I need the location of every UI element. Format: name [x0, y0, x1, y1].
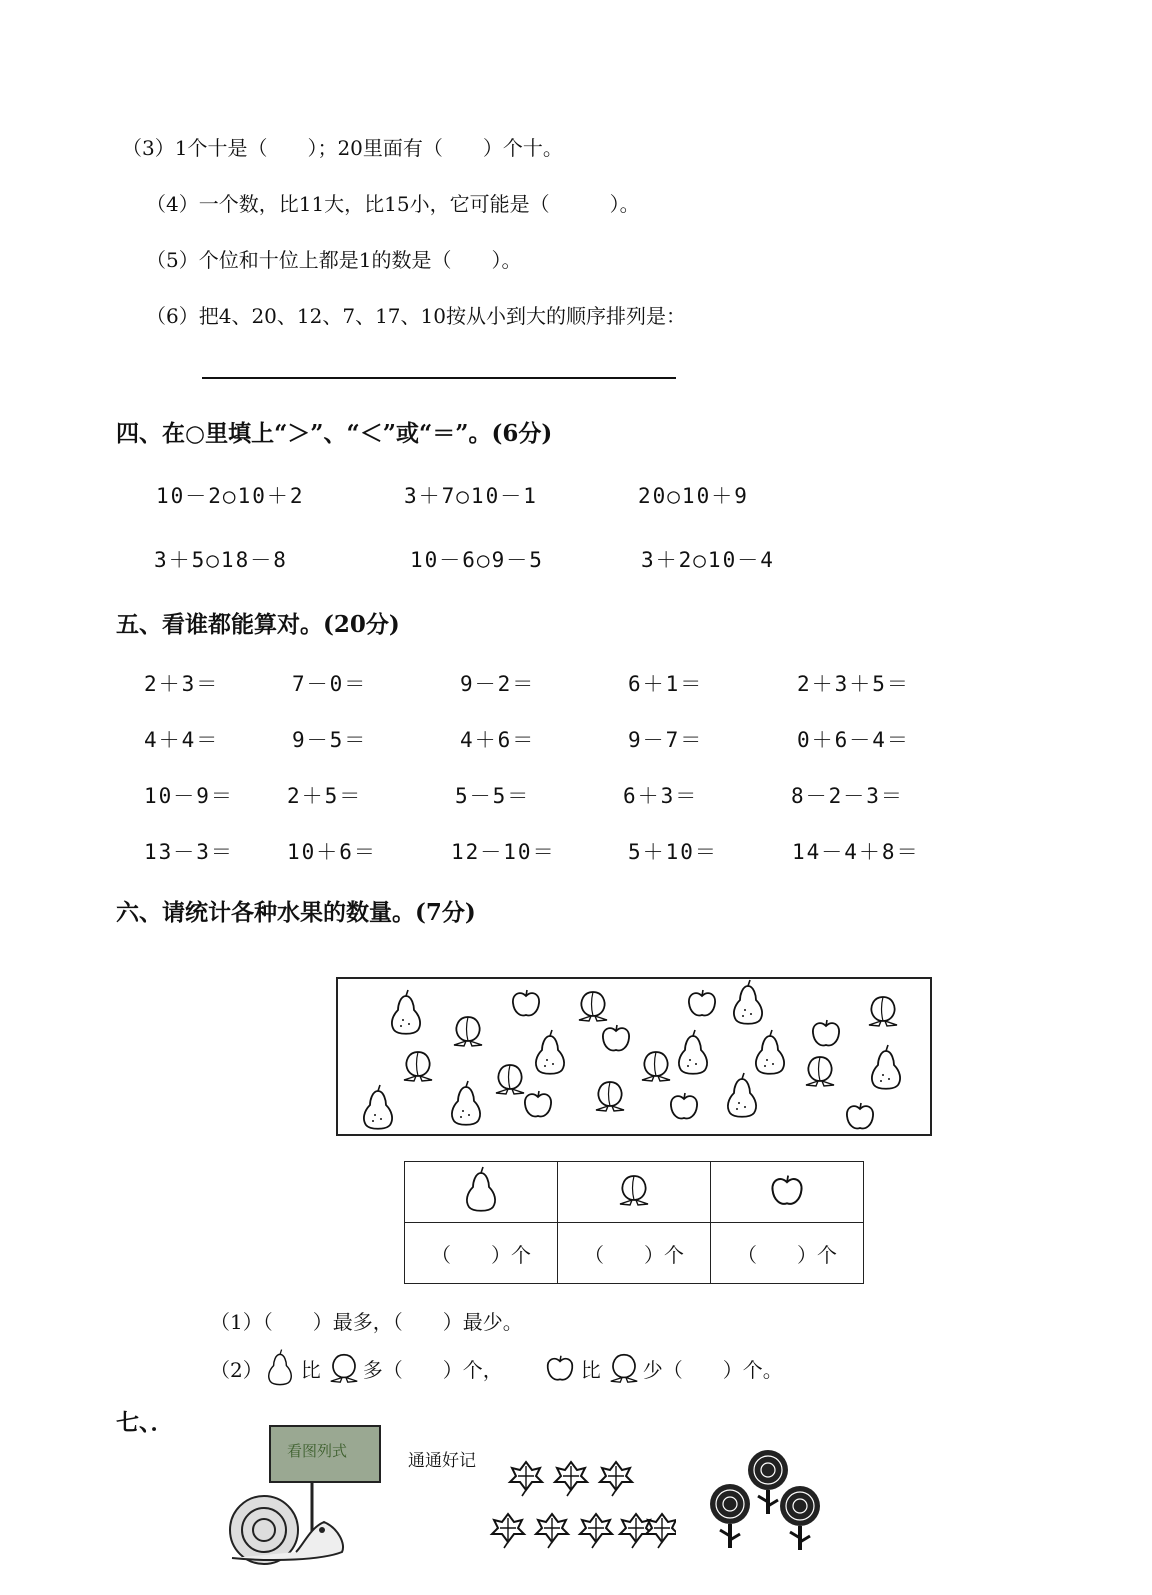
- calc-item: 7－0＝: [292, 672, 368, 696]
- section-4-heading: 四、在○里填上“＞”、“＜”或“＝”。(6分): [116, 420, 553, 447]
- calc-item: 2＋3＝: [144, 672, 220, 696]
- pear-icon: [392, 990, 420, 1034]
- leaf-icon: [580, 1514, 612, 1548]
- apple-icon: [603, 1025, 629, 1050]
- leaf-icon: [492, 1514, 524, 1548]
- peach-icon: [454, 1017, 482, 1046]
- calc-item: 13－3＝: [144, 840, 234, 864]
- pear-icon: [728, 1073, 756, 1117]
- flower-icon: [780, 1486, 820, 1550]
- q2-less-text: 少（ ）个。: [642, 1357, 783, 1382]
- apple-icon: [847, 1103, 873, 1128]
- fruit-scatter: [338, 979, 930, 1134]
- calc-item: 6＋3＝: [623, 784, 699, 808]
- compare-item: 3＋7○10－1: [404, 484, 538, 508]
- peach-icon: [614, 1170, 654, 1210]
- apple-icon: [671, 1093, 697, 1118]
- calc-item: 6＋1＝: [628, 672, 704, 696]
- calc-item: 12－10＝: [451, 840, 556, 864]
- peach-icon: [642, 1052, 670, 1081]
- pear-icon: [756, 1030, 784, 1074]
- tally-header-apple: [711, 1162, 864, 1223]
- pear-icon: [872, 1045, 900, 1089]
- calc-item: 5＋10＝: [628, 840, 718, 864]
- compare-item: 10－6○9－5: [410, 548, 544, 572]
- apple-icon: [767, 1170, 807, 1210]
- pear-icon: [536, 1030, 564, 1074]
- question-6: （6）把4、20、12、7、17、10按从小到大的顺序排列是：: [146, 304, 686, 328]
- pear-icon: [679, 1030, 707, 1074]
- question-5: （5）个位和十位上都是1的数是（ ）。: [146, 248, 522, 272]
- peach-icon: [496, 1065, 524, 1094]
- apple-count-cell: （ ）个: [711, 1223, 864, 1284]
- leaf-icon: [536, 1514, 568, 1548]
- apple-icon: [813, 1020, 839, 1045]
- section-5-heading: 五、看谁都能算对。(20分): [116, 611, 400, 638]
- question-3: （3）1个十是（ ）；20里面有（ ）个十。: [122, 136, 563, 160]
- pear-icon: [461, 1165, 501, 1215]
- section-7-caption: 通通好记: [408, 1451, 476, 1471]
- peach-icon: [806, 1057, 834, 1086]
- pear-icon: [263, 1348, 297, 1388]
- calc-item: 8－2－3＝: [791, 784, 904, 808]
- apple-icon: [543, 1352, 577, 1384]
- calc-item: 14－4＋8＝: [792, 840, 920, 864]
- calc-item: 9－5＝: [292, 728, 368, 752]
- peach-icon: [596, 1082, 624, 1111]
- flower-icon: [710, 1484, 750, 1548]
- section-6-heading: 六、请统计各种水果的数量。(7分): [116, 899, 476, 926]
- apple-icon: [525, 1091, 551, 1116]
- peach-icon: [325, 1351, 363, 1385]
- calc-item: 4＋6＝: [460, 728, 536, 752]
- calc-item: 10＋6＝: [287, 840, 377, 864]
- peach-icon: [869, 997, 897, 1026]
- peach-icon: [579, 992, 607, 1021]
- compare-item: 10－2○10＋2: [156, 484, 305, 508]
- leaves-illustration: [486, 1456, 676, 1556]
- fruit-picture-box: [336, 977, 932, 1136]
- calc-item: 5－5＝: [455, 784, 531, 808]
- apple-icon: [513, 990, 539, 1015]
- pear-count-cell: （ ）个: [405, 1223, 558, 1284]
- answer-line: [202, 377, 676, 379]
- peach-icon: [605, 1351, 643, 1385]
- calc-item: 4＋4＝: [144, 728, 220, 752]
- leaf-icon: [555, 1462, 587, 1496]
- flowers-illustration: [700, 1446, 840, 1560]
- calc-item: 10－9＝: [144, 784, 234, 808]
- compare-item: 20○10＋9: [638, 484, 749, 508]
- sign-text: 看图列式: [287, 1442, 348, 1460]
- calc-item: 2＋5＝: [287, 784, 363, 808]
- compare-item: 3＋5○18－8: [154, 548, 288, 572]
- q2-compare-word-2: 比: [580, 1357, 601, 1382]
- question-4: （4）一个数，比11大，比15小，它可能是（ ）。: [146, 192, 640, 216]
- calc-item: 9－2＝: [460, 672, 536, 696]
- peach-count-cell: （ ）个: [558, 1223, 711, 1284]
- pear-icon: [452, 1081, 480, 1125]
- apple-icon: [689, 990, 715, 1015]
- compare-item: 3＋2○10－4: [641, 548, 775, 572]
- calc-item: 0＋6－4＝: [797, 728, 910, 752]
- pear-icon: [364, 1085, 392, 1129]
- calc-item: 2＋3＋5＝: [797, 672, 910, 696]
- tally-header-peach: [558, 1162, 711, 1223]
- calc-item: 9－7＝: [628, 728, 704, 752]
- tally-header-pear: [405, 1162, 558, 1223]
- leaf-icon: [510, 1462, 542, 1496]
- q2-prefix: （2）: [210, 1357, 263, 1382]
- leaf-icon: [600, 1462, 632, 1496]
- section-6-question-2: [210, 1348, 783, 1388]
- q2-compare-word: 比: [300, 1357, 321, 1382]
- section-7-heading: 七、．: [116, 1409, 174, 1436]
- peach-icon: [404, 1052, 432, 1081]
- pear-icon: [734, 980, 762, 1024]
- section-6-question-1: （1）（ ）最多，（ ）最少。: [210, 1310, 523, 1334]
- fruit-tally-table: [404, 1161, 864, 1284]
- q2-more-text: 多（ ）个，: [362, 1357, 503, 1382]
